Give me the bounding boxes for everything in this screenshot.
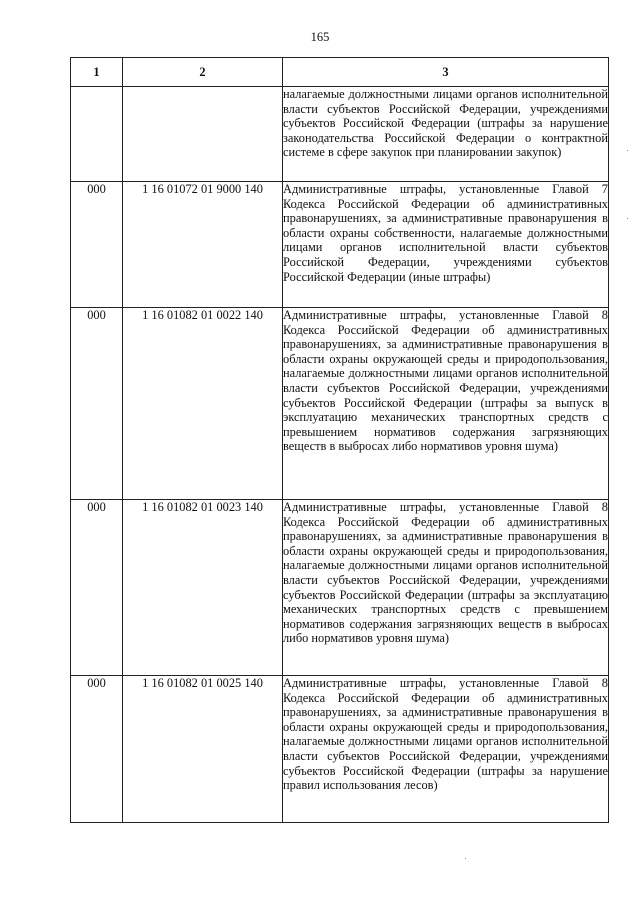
kbk-code-cell <box>123 87 283 182</box>
page-number: 165 <box>310 30 330 44</box>
kbk-table <box>70 57 609 823</box>
scan-speck <box>627 218 628 219</box>
scan-speck <box>627 150 628 151</box>
admin-code-cell: 000 <box>71 676 123 823</box>
table-row <box>71 676 609 823</box>
scan-speck <box>465 858 466 859</box>
table-row <box>71 87 609 182</box>
kbk-code-cell: 1 16 01082 01 0023 140 <box>123 500 283 676</box>
table-row <box>71 182 609 308</box>
column-header-3: 3 <box>283 58 609 87</box>
description-cell: налагаемые должностными лицами органов исполнительной власти субъектов Российской Федерации, учреждениями субъектов Российской Федерации (штрафы за нарушение законодательства Российской Федерации о контрактной системе в сфере закупок при планировании закупок) <box>283 87 609 182</box>
admin-code-cell <box>71 87 123 182</box>
description-cell: Административные штрафы, установленные Главой 8 Кодекса Российской Федерации об административных правонарушениях, за административные правонарушения в области охраны окружающей среды и природопользования, налагаемые должностными лицами органов исполнительной власти субъектов Российской Федерации, учреждениями субъектов Российской Федерации (штрафы за эксплуатацию механических транспортных средств с превышением нормативов содержания загрязняющих веществ в выбросах либо нормативов уровня шума) <box>283 500 609 676</box>
admin-code-cell: 000 <box>71 500 123 676</box>
description-cell: Административные штрафы, установленные Главой 7 Кодекса Российской Федерации об административных правонарушениях, за административные правонарушения в области охраны собственности, налагаемые должностными лицами органов исполнительной власти субъектов Российской Федерации, учреждениями субъектов Российской Федерации (иные штрафы) <box>283 182 609 308</box>
table-header-row <box>71 58 609 87</box>
kbk-code-cell: 1 16 01082 01 0022 140 <box>123 308 283 500</box>
table-row <box>71 500 609 676</box>
admin-code-cell: 000 <box>71 182 123 308</box>
description-cell: Административные штрафы, установленные Главой 8 Кодекса Российской Федерации об административных правонарушениях, за административные правонарушения в области охраны окружающей среды и природопользования, налагаемые должностными лицами органов исполнительной власти субъектов Российской Федерации, учреждениями субъектов Российской Федерации (штрафы за выпуск в эксплуатацию механических транспортных средств с превышением нормативов содержания загрязняющих веществ в выбросах либо нормативов уровня шума) <box>283 308 609 500</box>
column-header-1: 1 <box>71 58 123 87</box>
kbk-code-cell: 1 16 01072 01 9000 140 <box>123 182 283 308</box>
admin-code-cell: 000 <box>71 308 123 500</box>
column-header-2: 2 <box>123 58 283 87</box>
kbk-code-cell: 1 16 01082 01 0025 140 <box>123 676 283 823</box>
table-row <box>71 308 609 500</box>
description-cell: Административные штрафы, установленные Главой 8 Кодекса Российской Федерации об административных правонарушениях, за административные правонарушения в области охраны окружающей среды и природопользования, налагаемые должностными лицами органов исполнительной власти субъектов Российской Федерации, учреждениями субъектов Российской Федерации (штрафы за нарушение правил использования лесов) <box>283 676 609 823</box>
